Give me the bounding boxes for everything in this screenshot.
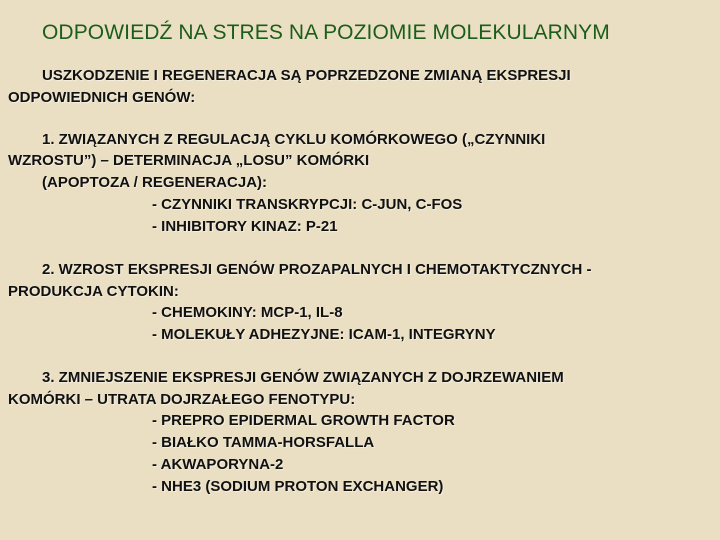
section3-item: - NHE3 (SODIUM PROTON EXCHANGER): [152, 478, 444, 495]
section2-item: - MOLEKUŁY ADHEZYJNE: ICAM-1, INTEGRYNY: [152, 326, 496, 343]
section3-item: - BIAŁKO TAMMA-HORSFALLA: [152, 434, 375, 451]
section2-line-1: 2. WZROST EKSPRESJI GENÓW PROZAPALNYCH I CHEMOTAKTYCZNYCH -: [42, 261, 592, 278]
section3-item: - AKWAPORYNA-2: [152, 456, 284, 473]
intro-line-1: USZKODZENIE I REGENERACJA SĄ POPRZEDZONE ZMIANĄ EKSPRESJI: [42, 67, 571, 84]
section1-line-2: WZROSTU”) – DETERMINACJA „LOSU” KOMÓRKI: [8, 152, 370, 169]
section1-item: - INHIBITORY KINAZ: P-21: [152, 218, 338, 235]
section1-item: - CZYNNIKI TRANSKRYPCJI: C-JUN, C-FOS: [152, 196, 463, 213]
slide-title: ODPOWIEDŹ NA STRES NA POZIOMIE MOLEKULARNYM: [42, 21, 610, 44]
intro-line-2: ODPOWIEDNICH GENÓW:: [8, 89, 196, 106]
section2-item: - CHEMOKINY: MCP-1, IL-8: [152, 304, 343, 321]
section3-line-1: 3. ZMNIEJSZENIE EKSPRESJI GENÓW ZWIĄZANYCH Z DOJRZEWANIEM: [42, 369, 564, 386]
section3-item: - PREPRO EPIDERMAL GROWTH FACTOR: [152, 412, 455, 429]
section3-line-2: KOMÓRKI – UTRATA DOJRZAŁEGO FENOTYPU:: [8, 391, 356, 408]
section1-line-3: (APOPTOZA / REGENERACJA):: [42, 174, 268, 191]
section1-line-1: 1. ZWIĄZANYCH Z REGULACJĄ CYKLU KOMÓRKOWEGO („CZYNNIKI: [42, 131, 546, 148]
section2-line-2: PRODUKCJA CYTOKIN:: [8, 283, 179, 300]
